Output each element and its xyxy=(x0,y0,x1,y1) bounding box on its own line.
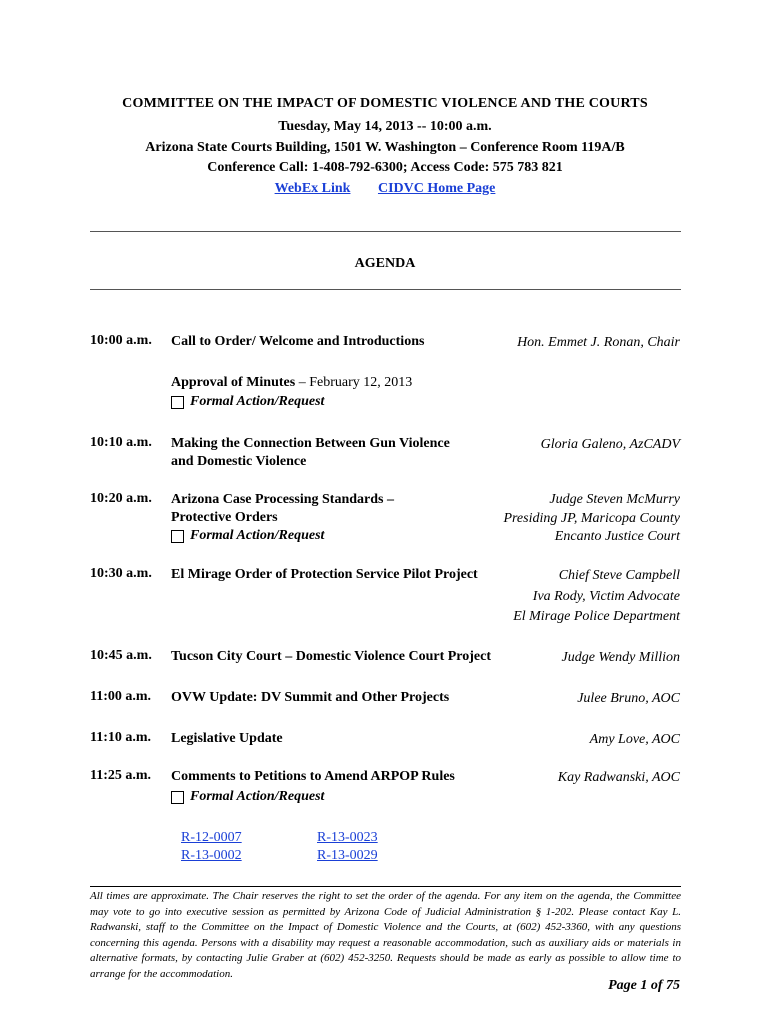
agenda-time: 10:10 a.m. xyxy=(90,435,152,450)
formal-action-checkbox[interactable] xyxy=(171,528,324,544)
page-number: Page 1 of 75 xyxy=(608,978,680,993)
agenda-presenter xyxy=(513,566,680,628)
petition-link[interactable]: R-13-0023 xyxy=(317,830,378,845)
presenter-line: Iva Rody, Victim Advocate xyxy=(532,588,680,604)
petition-link[interactable]: R-13-0002 xyxy=(181,848,242,863)
presenter-line: Hon. Emmet J. Ronan, Chair xyxy=(517,335,680,350)
header-divider-top xyxy=(90,231,681,232)
presenter-line: Judge Wendy Million xyxy=(561,650,680,665)
checkbox-icon[interactable] xyxy=(171,396,184,409)
agenda-time: 11:10 a.m. xyxy=(90,730,152,745)
formal-action-label: Formal Action/Request xyxy=(190,394,325,409)
agenda-time: 10:45 a.m. xyxy=(90,648,152,663)
agenda-presenter xyxy=(577,689,680,708)
footer-note: All times are approximate. The Chair reserves the right to set the order of the agenda. For any item on the agenda, the Committee may vote to go into executive session as permitted by Arizona Code of Judicial Administration § 1-202. Please contact Kay L. Radwanski, staff to the Committee on the Impact of Domestic Violence and the Courts, at (602) 452-3360, with any questions concerning this agenda. Persons with a disability may request a reasonable accommodation, such as auxiliary aids or materials in alternative formats, by contacting Julie Graber at (602) 452-3250. Requests should be made as early as possible to allow time to arrange for the accommodation. xyxy=(90,890,681,980)
formal-action-checkbox[interactable] xyxy=(171,394,324,410)
agenda-item-title: Tucson City Court – Domestic Violence Court Project xyxy=(171,649,492,664)
meeting-date: Tuesday, May 14, 2013 -- 10:00 a.m. xyxy=(278,119,492,134)
presenter-line: Presiding JP, Maricopa County xyxy=(503,510,680,526)
agenda-heading: AGENDA xyxy=(354,256,416,271)
presenter-line: Amy Love, AOC xyxy=(589,732,680,747)
agenda-presenter xyxy=(562,648,680,667)
agenda-time: 10:00 a.m. xyxy=(90,333,152,348)
formal-action-checkbox[interactable] xyxy=(171,789,324,805)
petition-link[interactable]: R-12-0007 xyxy=(181,830,242,845)
checkbox-icon[interactable] xyxy=(171,530,184,543)
agenda-item-title xyxy=(171,435,450,471)
agenda-item-title: Call to Order/ Welcome and Introductions xyxy=(171,334,425,349)
agenda-item-line: Protective Orders xyxy=(171,510,278,525)
agenda-item-title: Legislative Update xyxy=(171,731,283,746)
presenter-line: Judge Steven McMurry xyxy=(549,492,680,507)
committee-title xyxy=(0,96,770,112)
presenter-line: Chief Steve Campbell xyxy=(558,568,680,583)
agenda-item-line: Making the Connection Between Gun Violence xyxy=(171,436,450,451)
agenda-presenter xyxy=(590,730,680,749)
agenda-time: 11:25 a.m. xyxy=(90,768,152,783)
webex-link[interactable]: WebEx Link xyxy=(274,181,351,196)
agenda-item-line: Arizona Case Processing Standards – xyxy=(171,492,394,507)
agenda-presenter xyxy=(517,333,680,352)
approval-minutes-date: – February 12, 2013 xyxy=(295,375,413,390)
agenda-item-title xyxy=(171,491,394,527)
checkbox-icon[interactable] xyxy=(171,791,184,804)
agenda-item-line: and Domestic Violence xyxy=(171,454,307,469)
agenda-item-title: OVW Update: DV Summit and Other Projects xyxy=(171,690,450,705)
presenter-line: El Mirage Police Department xyxy=(513,609,680,624)
presenter-line: Encanto Justice Court xyxy=(554,529,680,544)
agenda-time: 10:20 a.m. xyxy=(90,491,152,506)
agenda-presenter xyxy=(541,435,680,454)
agenda-item-title xyxy=(171,374,412,392)
agenda-item-title: Comments to Petitions to Amend ARPOP Rules xyxy=(171,769,455,784)
agenda-item-title: El Mirage Order of Protection Service Pilot Project xyxy=(171,567,478,582)
presenter-line: Kay Radwanski, AOC xyxy=(557,770,680,785)
agenda-time: 10:30 a.m. xyxy=(90,566,152,581)
agenda-presenter xyxy=(558,768,680,787)
presenter-line: Gloria Galeno, AzCADV xyxy=(540,437,680,452)
footer-divider xyxy=(90,886,681,887)
header-links xyxy=(0,181,770,197)
agenda-time: 11:00 a.m. xyxy=(90,689,152,704)
committee-title-text: COMMITTEE ON THE IMPACT OF DOMESTIC VIOLENCE AND THE COURTS xyxy=(122,96,648,111)
approval-minutes-title: Approval of Minutes xyxy=(171,375,296,390)
petition-link[interactable]: R-13-0029 xyxy=(317,848,378,863)
conference-call-info: Conference Call: 1-408-792-6300; Access Code: 575 783 821 xyxy=(207,160,563,175)
meeting-location: Arizona State Courts Building, 1501 W. Washington – Conference Room 119A/B xyxy=(145,140,625,155)
cidvc-home-link[interactable]: CIDVC Home Page xyxy=(377,181,496,196)
agenda-presenter xyxy=(503,491,680,547)
presenter-line: Julee Bruno, AOC xyxy=(577,691,680,706)
formal-action-label: Formal Action/Request xyxy=(190,528,325,543)
header-divider-bottom xyxy=(90,289,681,290)
formal-action-label: Formal Action/Request xyxy=(190,789,325,804)
